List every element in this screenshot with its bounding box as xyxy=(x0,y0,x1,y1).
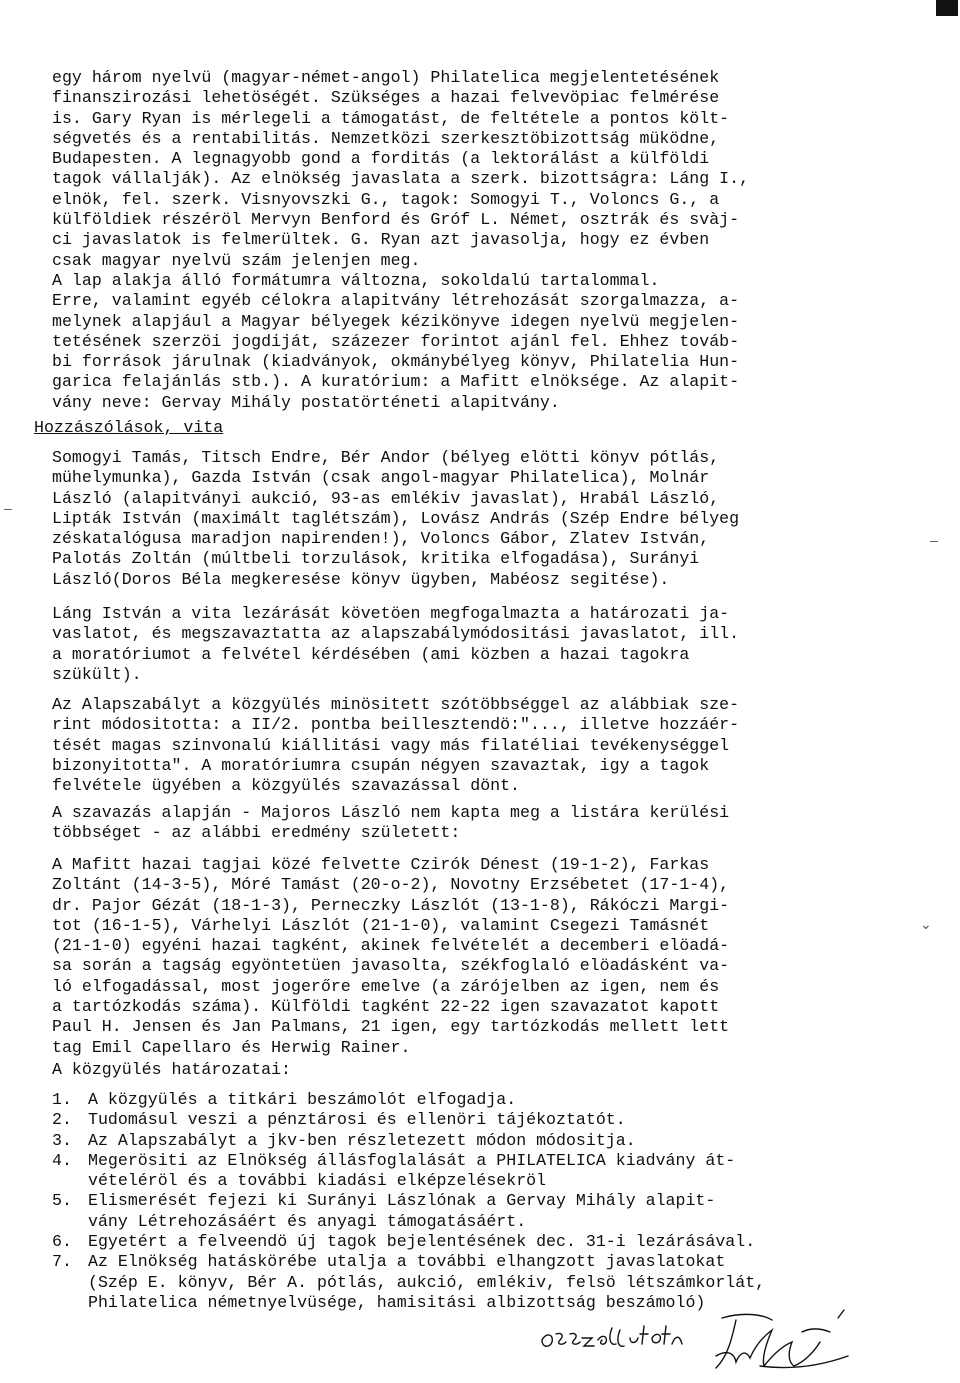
list-item-number: 1. xyxy=(52,1090,72,1109)
paragraph-speakers: Somogyi Tamás, Titsch Endre, Bér Andor (bélyeg elötti könyv pótlás, mühelymunka), Gazda István (csak angol-magyar Philatelica), Molnár László (alapitványi aukció, 93-as emlékiv javaslat), Hrabál László, Lipták István (maximált taglétszám), Lovász András (Szép Endre bélyeg zéskatalógusa maradjon napirenden!), Voloncs Gábor, Zlatev István, Palotás Zoltán (múltbeli torzulások, kritika elfogadása), Surányi László(Doros Béla megkeresése könyv ügyben, Mabéosz segitése). xyxy=(52,448,740,589)
list-item-text: Tudomásul veszi a pénztárosi és ellenöri tájékoztatót. xyxy=(88,1110,626,1130)
list-item-number: 3. xyxy=(52,1130,72,1150)
paragraph-vote-results: A Mafitt hazai tagjai közé felvette Czirók Dénest (19-1-2), Farkas Zoltánt (14-3-5), Móré Tamást (20-o-2), Novotny Erzsébetet (17-1-4), dr. Pajor Gézát (18-1-3), Perneczky Lászlót (13-1-8), Rákóczi Margi- tot (16-1-5), Várhelyi Lászlót (21-1-0), valamint Csegezi Tamásnét (21-1-0) egyéni hazai tagként, akinek felvételét a decemberi elöadá- sa során a tagság egyöntetüen javasolta, székfoglaló elöadásként va- ló elfogadással, most jogerőre emelve (a zárójelben az igen, nem és a tartózkodás száma). Külföldi tagként 22-22 igen szavazatot kapott Paul H. Jensen és Jan Palmans, 21 igen, egy tartózkodás mellett lett tag Emil Capellaro és Herwig Rainer. xyxy=(52,855,730,1057)
list-item-text: A közgyülés a titkári beszámolót elfogadja. xyxy=(88,1090,517,1109)
list-item-number: 2. xyxy=(52,1110,72,1130)
paragraph-bylaws: Az Alapszabályt a közgyülés minösitett szótöbbséggel az alábbiak sze- rint módositotta: a II/2. pontba beillesztendö:"..., illetve hozzáér- tését magas szinvonalú kiállitási vagy más filatéliai tevékenységgel bizonyitotta". A moratóriumra csupán négyen szavaztak, igy a tagok felvétele ügyében a közgyülés szavazással dönt. xyxy=(52,695,740,796)
list-item-text: Az Alapszabályt a jkv-ben részletezett módon módositja. xyxy=(88,1130,636,1150)
margin-dash-mark: ⌄ xyxy=(920,916,932,932)
list-item xyxy=(52,1131,912,1151)
scan-corner-mark xyxy=(936,0,958,16)
list-item-text: Az Elnökség hatáskörébe utalja a további elhangzott javaslatokat (Szép E. könyv, Bér A. pótlás, aukció, emlékiv, felsö létszámkorlát, Philatelica németnyelvüsége, hamisitási albizottság beszámoló) xyxy=(88,1252,766,1312)
section-heading-discussion: Hozzászólások, vita xyxy=(34,418,224,437)
paragraph-vote-intro: A szavazás alapján - Majoros László nem kapta meg a listára kerülési többséget - az alábbi eredmény született: xyxy=(52,803,730,843)
list-item xyxy=(52,1232,912,1252)
margin-dash-mark: – xyxy=(930,532,938,548)
margin-dash-mark: – xyxy=(4,500,12,516)
list-item-number: 4. xyxy=(52,1150,72,1170)
handwritten-signature xyxy=(540,1308,900,1378)
list-item xyxy=(52,1191,912,1232)
paragraph-closing-debate: Láng István a vita lezárását követöen megfogalmazta a határozati ja- vaslatot, és megszavaztatta az alapszabálymódositási javaslatot, ill. a moratóriumot a felvétel kérdésében (ami közben a hazai tagokra szükült). xyxy=(52,604,740,684)
list-item-text: Elismerését fejezi ki Surányi Lászlónak a Gervay Mihály alapit- vány Létrehozásáért és anyagi támogatásáért. xyxy=(88,1191,716,1231)
list-item-text: Megerösiti az Elnökség állásfoglalását a PHILATELICA kiadvány át- vételéröl és a további kiadási elképzelésekröl xyxy=(88,1150,736,1191)
list-item-number: 6. xyxy=(52,1232,72,1252)
list-item xyxy=(52,1252,912,1313)
list-item xyxy=(52,1151,912,1192)
list-item-number: 7. xyxy=(52,1252,72,1272)
paragraph-foundation: egy három nyelvü (magyar-német-angol) Philatelica megjelentetésének finanszirozási lehetöségét. Szükséges a hazai felvevöpiac felmérése is. Gary Ryan is mérlegeli a támogatást, de feltétele a pontos költ- ségvetés és a rentabilitás. Nemzetközi szerkesztöbizottság müködne, Budapesten. A legnagyobb gond a forditás (a lektorálást a külföldi tagok vállalják). Az elnökség javaslata a szerk. bizottságra: Láng I., elnök, fel. szerk. Visnyovszki G., tagok: Somogyi T., Voloncs G., a külföldiek részéröl Mervyn Benford és Gróf L. Német, osztrák és svàj- ci javaslatok is felmerültek. G. Ryan azt javasolja, hogy ez évben csak magyar nyelvü szám jelenjen meg. A lap alakja álló formátumra változna, sokoldalú tartalommal. Erre, valamint egyéb célokra alapitvány létrehozását szorgalmazza, a- melynek alapjául a Magyar bélyegek kézikönyve idegen nyelvü megjelen- tetésének szerzöi jogdiját, százezer forintot ajánl fel. Ehhez továb- bi források járulnak (kiadványok, okmánybélyeg könyv, Philatelia Hun- garica felajánlás stb.). A kuratórium: a Mafitt elnöksége. Az alapit- vány neve: Gervay Mihály postatörténeti alapitvány. xyxy=(52,68,750,412)
list-item xyxy=(52,1090,912,1110)
resolutions-list xyxy=(52,1090,912,1313)
list-item-text: Egyetért a felveendö új tagok bejelentésének dec. 31-i lezárásával. xyxy=(88,1232,756,1252)
resolutions-heading: A közgyülés határozatai: xyxy=(52,1060,291,1079)
list-item xyxy=(52,1110,912,1130)
list-item-number: 5. xyxy=(52,1191,72,1211)
